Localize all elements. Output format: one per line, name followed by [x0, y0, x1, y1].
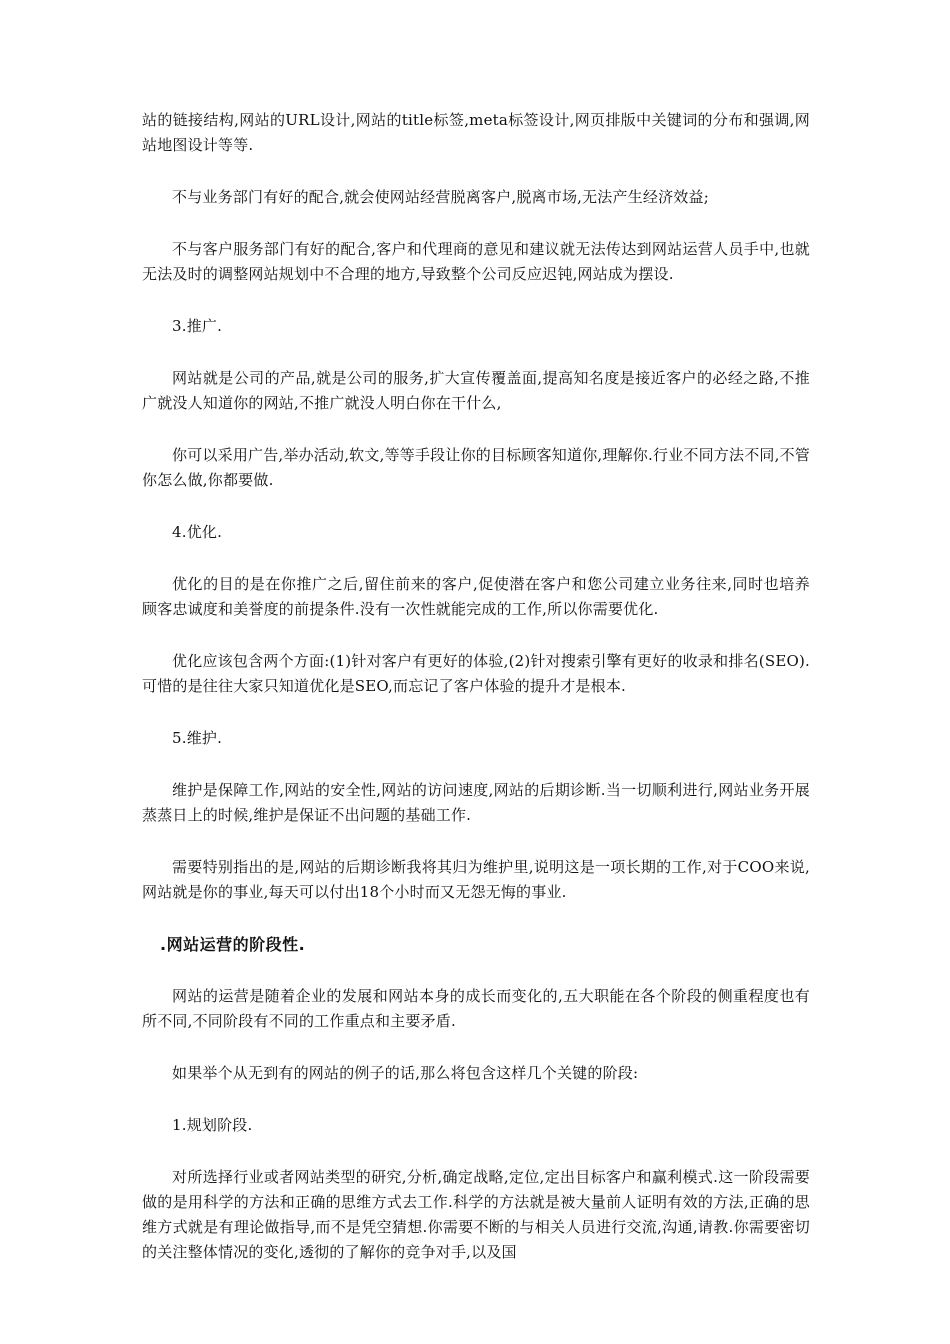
section-label-optimization: 4.优化.: [172, 523, 223, 541]
paragraph: 网站就是公司的产品,就是公司的服务,扩大宣传覆盖面,提高知名度是接近客户的必经之路,不推广就没人知道你的网站,不推广就没人明白你在干什么,: [142, 369, 810, 412]
paragraph: 你可以采用广告,举办活动,软文,等等手段让你的目标顾客知道你,理解你.行业不同方法不同,不管你怎么做,你都要做.: [142, 446, 810, 489]
paragraph: 优化的目的是在你推广之后,留住前来的客户,促使潜在客户和您公司建立业务往来,同时也培养顾客忠诚度和美誉度的前提条件.没有一次性就能完成的工作,所以你需要优化.: [142, 575, 810, 618]
paragraph: 不与客户服务部门有好的配合,客户和代理商的意见和建议就无法传达到网站运营人员手中,也就无法及时的调整网站规划中不合理的地方,导致整个公司反应迟钝,网站成为摆设.: [142, 240, 810, 283]
paragraph: 维护是保障工作,网站的安全性,网站的访问速度,网站的后期诊断.当一切顺利进行,网站业务开展蒸蒸日上的时候,维护是保证不出问题的基础工作.: [142, 781, 810, 824]
paragraph: 网站的运营是随着企业的发展和网站本身的成长而变化的,五大职能在各个阶段的侧重程度也有所不同,不同阶段有不同的工作重点和主要矛盾.: [142, 987, 810, 1030]
document-body: [142, 108, 810, 1292]
paragraph-continued: 站的链接结构,网站的URL设计,网站的title标签,meta标签设计,网页排版中关键词的分布和强调,网站地图设计等等.: [142, 111, 810, 154]
section-label-planning: 1.规划阶段.: [172, 1116, 253, 1134]
section-heading: .网站运营的阶段性.: [160, 935, 306, 954]
paragraph: 如果举个从无到有的网站的例子的话,那么将包含这样几个关键的阶段:: [172, 1064, 639, 1082]
paragraph: 优化应该包含两个方面:(1)针对客户有更好的体验,(2)针对搜索引擎有更好的收录和排名(SEO).可惜的是往往大家只知道优化是SEO,而忘记了客户体验的提升才是根本.: [142, 652, 810, 695]
section-label-maintenance: 5.维护.: [172, 729, 223, 747]
paragraph: 不与业务部门有好的配合,就会使网站经营脱离客户,脱离市场,无法产生经济效益;: [172, 188, 709, 206]
section-label-promotion: 3.推广.: [172, 317, 223, 335]
paragraph: 对所选择行业或者网站类型的研究,分析,确定战略,定位,定出目标客户和赢利模式.这一阶段需要做的是用科学的方法和正确的思维方式去工作.科学的方法就是被大量前人证明有效的方法,正确的思维方式就是有理论做指导,而不是凭空猜想.你需要不断的与相关人员进行交流,沟通,请教.你需要密切的关注整体情况的变化,透彻的了解你的竞争对手,以及国: [142, 1168, 810, 1261]
paragraph: 需要特别指出的是,网站的后期诊断我将其归为维护里,说明这是一项长期的工作,对于COO来说,网站就是你的事业,每天可以付出18个小时而又无怨无悔的事业.: [142, 858, 810, 901]
